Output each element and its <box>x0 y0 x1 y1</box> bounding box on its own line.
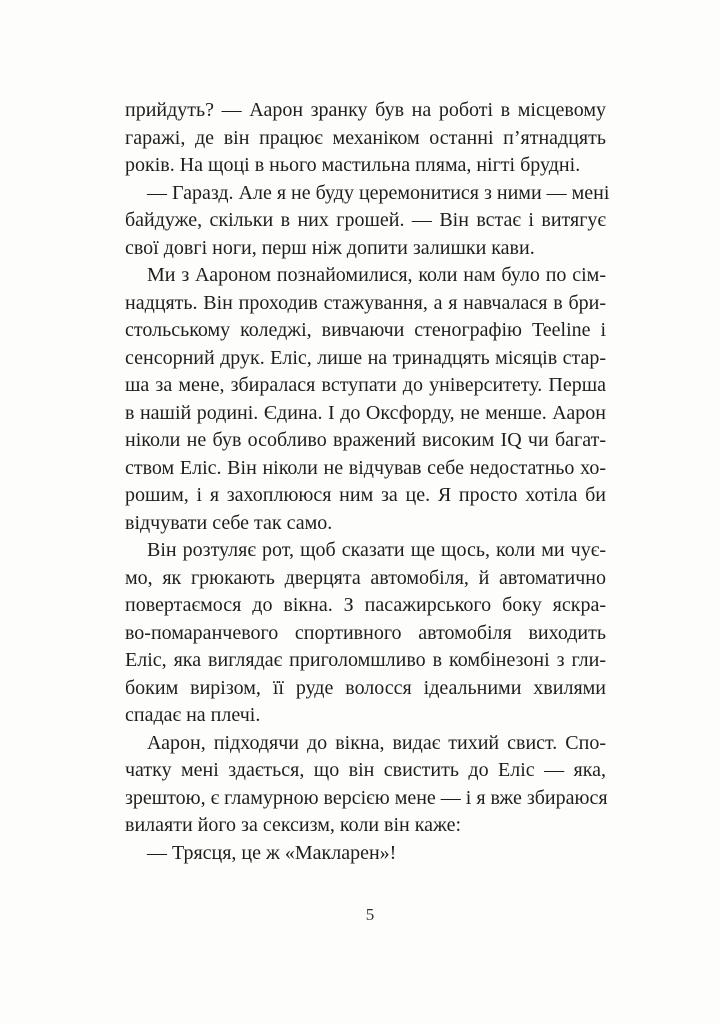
text-line: чатку мені здається, що він свистить до Еліс — яка, <box>125 759 606 781</box>
text-line: рошим, і я захоплююся ним за це. Я просто хотіла би <box>125 484 606 506</box>
text-line: вилаяти його за сексизм, коли він каже: <box>125 814 462 836</box>
text-line: ніколи не був особливо вражений високим IQ чи багат- <box>125 429 606 451</box>
paragraph <box>125 262 606 537</box>
text-line: боким вирізом, її руде волосся ідеальними хвилями <box>125 676 606 699</box>
text-line: Ми з Аароном познайомилися, коли нам було по сім- <box>147 264 606 286</box>
text-line: в нашій родині. Єдина. І до Оксфорду, не менше. Аарон <box>125 401 606 424</box>
text-line: стольському коледжі, вивчаючи стенографію Teeline і <box>125 319 606 341</box>
text-line: гаражі, де він працює механіком останні п’ятнадцять <box>125 126 606 149</box>
text-line: відчувати себе так само. <box>125 511 333 534</box>
text-line: ством Еліс. Він ніколи не відчував себе недостатньо хо- <box>125 456 606 479</box>
text-line: мо, як грюкають дверцята автомобіля, й автоматично <box>125 566 606 589</box>
text-line: — Трясця, це ж «Макларен»! <box>147 841 397 864</box>
text-line: ша за мене, збиралася вступати до університету. Перша <box>125 374 606 396</box>
text-line: спадає на плечі. <box>125 704 261 726</box>
paragraph <box>125 180 610 263</box>
text-line: во-помаранчевого спортивного автомобіля виходить <box>125 621 606 644</box>
text-line: свої довгі ноги, перш ніж допити залишки кави. <box>125 236 535 259</box>
text-line: повертаємося до вікна. З пасажирського боку яскра- <box>125 594 606 616</box>
text-line: надцять. Він проходив стажування, а я навчалася в бри- <box>125 291 606 314</box>
text-line: — Гаразд. Але я не буду церемонитися з ними — мені <box>147 181 610 204</box>
paragraph <box>125 840 606 868</box>
text-line: зрештою, є гламурною версією мене — і я вже збираюся <box>125 786 608 809</box>
page-number: 5 <box>365 905 375 924</box>
text-line: прийдуть? — Аарон зранку був на роботі в місцевому <box>125 99 606 121</box>
text-line: Аарон, підходячи до вікна, видає тихий свист. Спо- <box>147 731 606 754</box>
text-line: байдуже, скільки в них грошей. — Він встає і витягує <box>125 209 606 231</box>
text-line: років. На щоці в нього мастильна пляма, нігті брудні. <box>125 154 581 176</box>
text-line: сенсорний друк. Еліс, лише на тринадцять місяців стар- <box>125 346 606 369</box>
paragraph <box>125 537 606 730</box>
paragraph <box>125 730 606 840</box>
paragraph <box>125 97 606 180</box>
text-line: Він розтуляє рот, щоб сказати ще щось, коли ми чує- <box>147 539 606 561</box>
page-body-text <box>125 97 610 867</box>
text-line: Еліс, яка виглядає приголомшливо в комбінезоні з гли- <box>125 649 606 671</box>
